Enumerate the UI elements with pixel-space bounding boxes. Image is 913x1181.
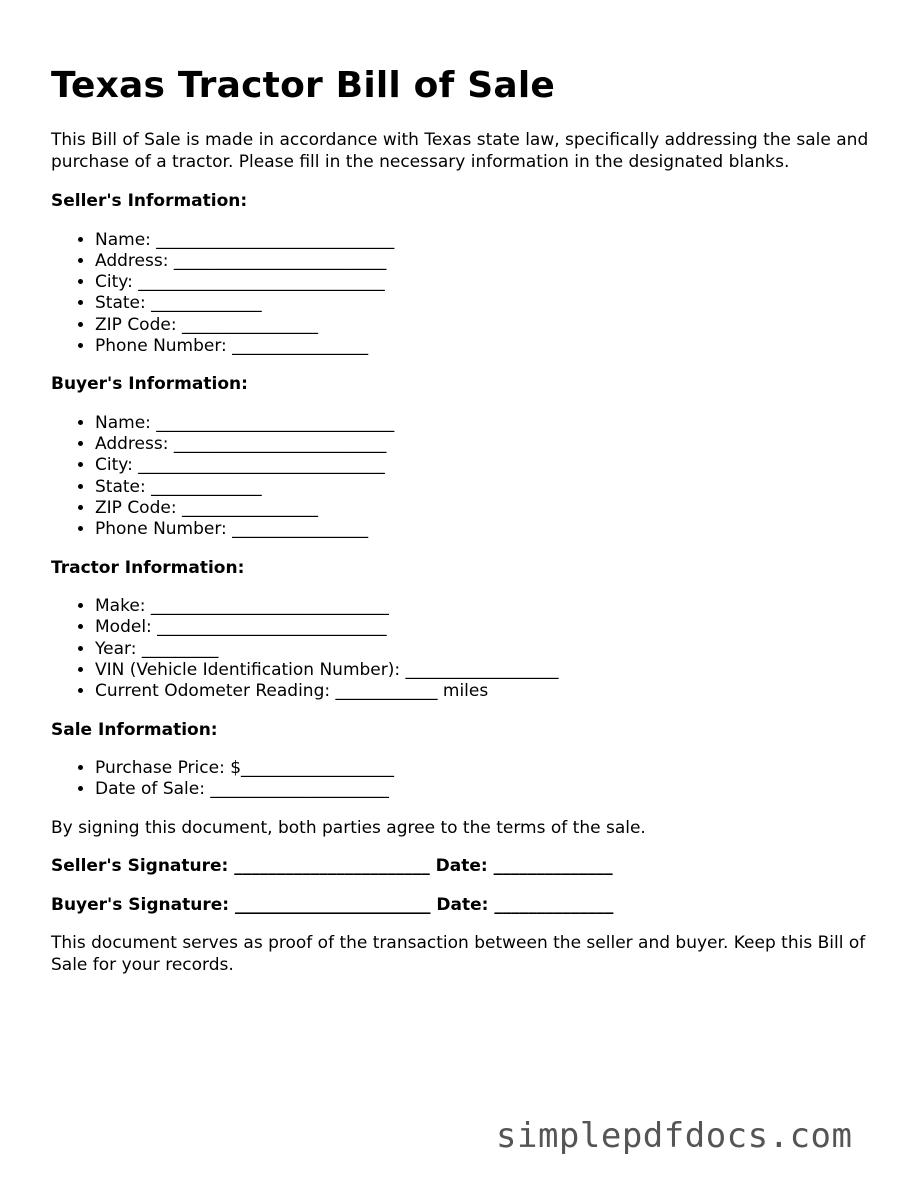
- seller-section-heading: Seller's Information:: [51, 191, 248, 211]
- tractor-model-field: • Model: ___________________________: [95, 617, 871, 638]
- buyer-section-heading: Buyer's Information:: [51, 374, 248, 395]
- seller-signature-line: Seller's Signature: _______________________ Date: ______________: [51, 856, 613, 877]
- tractor-section-heading: Tractor Information:: [51, 557, 245, 578]
- buyer-address-field: • Address: _________________________: [95, 434, 871, 455]
- buyer-city-field: • City: _____________________________: [95, 455, 871, 476]
- seller-state-field: • State: _____________: [95, 293, 871, 314]
- date-of-sale-field: • Date of Sale: _____________________: [95, 779, 871, 800]
- buyer-signature-line: Buyer's Signature: _______________________ Date: ______________: [51, 894, 614, 915]
- intro-paragraph: This Bill of Sale is made in accordance with Texas state law, specifically addressing the sale and purchase of a tractor. Please fill in the necessary information in the designated blanks.: [51, 130, 869, 172]
- site-watermark: simplepdfdocs.com: [496, 1116, 853, 1156]
- seller-fields-list: [51, 230, 871, 358]
- tractor-fields-list: [51, 596, 871, 702]
- seller-phone-field: • Phone Number: ________________: [95, 336, 871, 357]
- seller-address-field: • Address: _________________________: [95, 251, 871, 272]
- document-page: [51, 62, 871, 976]
- tractor-make-field: • Make: ____________________________: [95, 596, 871, 617]
- tractor-odometer-field: • Current Odometer Reading: ____________ miles: [95, 681, 871, 702]
- buyer-name-field: • Name: ____________________________: [95, 413, 871, 434]
- purchase-price-field: • Purchase Price: $__________________: [95, 758, 871, 779]
- sale-section-heading: Sale Information:: [51, 719, 218, 740]
- tractor-vin-field: • VIN (Vehicle Identification Number): __________________: [95, 660, 871, 681]
- buyer-state-field: • State: _____________: [95, 477, 871, 498]
- document-title: Texas Tractor Bill of Sale: [51, 65, 555, 106]
- seller-name-field: • Name: ____________________________: [95, 230, 871, 251]
- seller-city-field: • City: _____________________________: [95, 272, 871, 293]
- tractor-year-field: • Year: _________: [95, 639, 871, 660]
- buyer-fields-list: [51, 413, 871, 541]
- buyer-zip-field: • ZIP Code: ________________: [95, 498, 871, 519]
- agreement-statement: By signing this document, both parties agree to the terms of the sale.: [51, 817, 646, 838]
- sale-fields-list: [51, 758, 871, 801]
- buyer-phone-field: • Phone Number: ________________: [95, 519, 871, 540]
- closing-paragraph: This document serves as proof of the transaction between the seller and buyer. Keep this Bill of Sale for your records.: [51, 933, 866, 975]
- seller-zip-field: • ZIP Code: ________________: [95, 315, 871, 336]
